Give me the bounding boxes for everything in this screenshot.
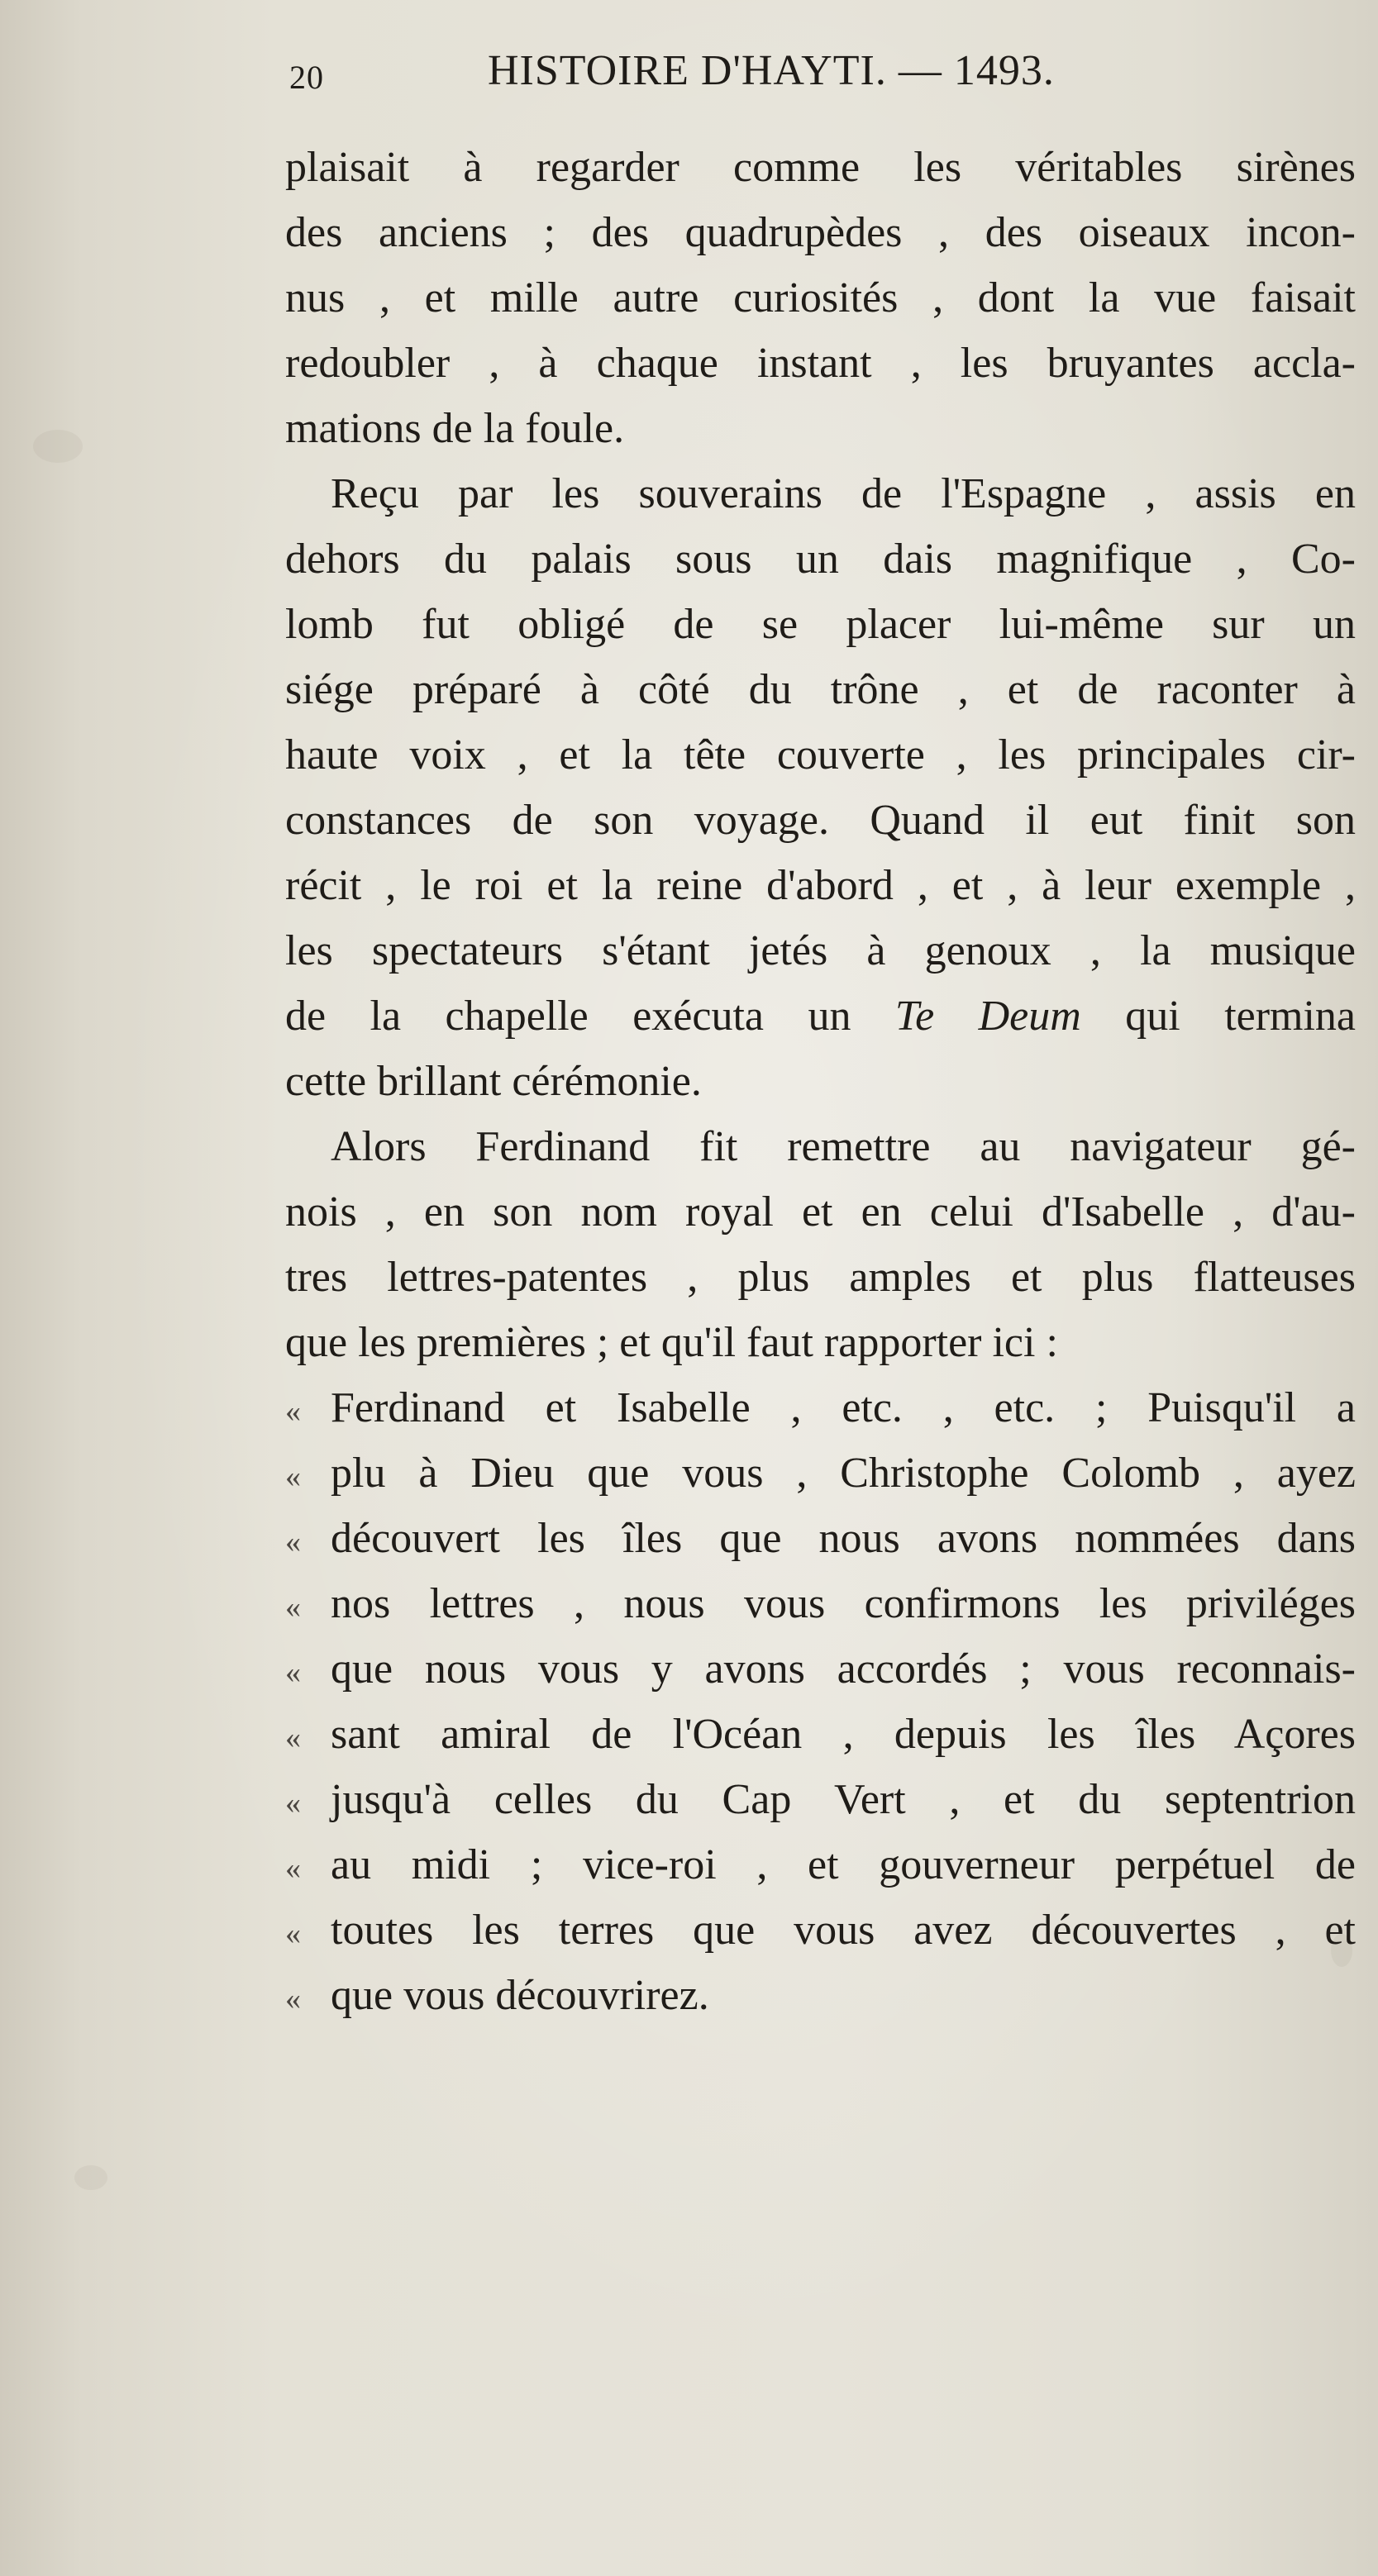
text-line: Reçu par les souverains de l'Espagne , assis en (331, 470, 1356, 517)
text-line: des anciens ; des quadrupèdes , des oiseaux incon- (285, 209, 1356, 256)
running-title: HISTOIRE D'HAYTI. — 1493. (488, 47, 1055, 94)
paragraph-2 (285, 461, 1356, 1114)
quote-line (285, 1832, 1356, 1897)
quote-text: nos lettres , nous vous confirmons les priviléges (331, 1580, 1356, 1627)
quote-mark: « (285, 1655, 301, 1690)
paragraph-3 (285, 1114, 1356, 1375)
text-line: dehors du palais sous un dais magnifique , Co- (285, 536, 1356, 583)
text-line: Alors Ferdinand fit remettre au navigateur gé- (331, 1123, 1356, 1170)
quote-text: plu à Dieu que vous , Christophe Colomb , ayez (331, 1450, 1356, 1497)
italic-title: Te Deum (894, 993, 1081, 1040)
quote-line (285, 1506, 1356, 1571)
quote-mark: « (285, 1982, 301, 2017)
text-line: mations de la foule. (285, 405, 625, 452)
quote-text: découvert les îles que nous avons nommées dans (331, 1515, 1356, 1562)
quote-text: sant amiral de l'Océan , depuis les îles Açores (331, 1711, 1356, 1758)
paragraph-1 (285, 135, 1356, 461)
paper-stain (33, 430, 83, 463)
quote-mark: « (285, 1590, 301, 1625)
text-line: récit , le roi et la reine d'abord , et , à leur exemple , (285, 862, 1356, 909)
text-segment: de la chapelle exécuta un (285, 993, 895, 1040)
text-line: haute voix , et la tête couverte , les principales cir- (285, 731, 1356, 779)
quoted-letter (285, 1375, 1356, 2028)
text-line (285, 983, 1356, 1049)
body-text (285, 135, 1356, 2028)
quote-text: que nous vous y avons accordés ; vous reconnais- (331, 1645, 1356, 1693)
page-number: 20 (289, 59, 324, 96)
quote-line (285, 1702, 1356, 1767)
text-line: redoubler , à chaque instant , les bruyantes accla- (285, 340, 1356, 387)
quote-line (285, 1897, 1356, 1963)
quote-mark: « (285, 1459, 301, 1494)
quote-text: que vous découvrirez. (331, 1972, 709, 2019)
text-segment: qui termina (1080, 993, 1357, 1040)
quote-mark: « (285, 1721, 301, 1755)
text-line: lomb fut obligé de se placer lui-même sur un (285, 601, 1356, 648)
quote-mark: « (285, 1786, 301, 1821)
quote-text: jusqu'à celles du Cap Vert , et du septentrion (331, 1776, 1356, 1823)
quote-text: au midi ; vice-roi , et gouverneur perpétuel de (331, 1841, 1356, 1888)
quote-line (285, 1963, 1356, 2028)
text-line: nus , et mille autre curiosités , dont la vue faisait (285, 274, 1356, 321)
text-line: tres lettres-patentes , plus amples et plus flatteuses (285, 1254, 1356, 1301)
quote-mark: « (285, 1851, 301, 1886)
quote-line (285, 1375, 1356, 1440)
text-line: cette brillant cérémonie. (285, 1058, 702, 1105)
quote-line (285, 1440, 1356, 1506)
text-line: les spectateurs s'étant jetés à genoux , la musique (285, 927, 1356, 974)
text-line: siége préparé à côté du trône , et de raconter à (285, 666, 1356, 713)
paper-stain (74, 2165, 107, 2190)
quote-text: Ferdinand et Isabelle , etc. , etc. ; Puisqu'il a (331, 1384, 1356, 1431)
quote-mark: « (285, 1394, 301, 1429)
text-line: constances de son voyage. Quand il eut finit son (285, 797, 1356, 844)
quote-mark: « (285, 1525, 301, 1559)
text-line: nois , en son nom royal et en celui d'Isabelle , d'au- (285, 1188, 1356, 1236)
quote-line (285, 1636, 1356, 1702)
page-header (289, 46, 1199, 121)
quote-text: toutes les terres que vous avez découvertes , et (331, 1907, 1356, 1954)
text-line: plaisait à regarder comme les véritables sirènes (285, 144, 1356, 191)
quote-line (285, 1767, 1356, 1832)
quote-line (285, 1571, 1356, 1636)
text-line: que les premières ; et qu'il faut rapporter ici : (285, 1319, 1058, 1366)
quote-mark: « (285, 1917, 301, 1951)
